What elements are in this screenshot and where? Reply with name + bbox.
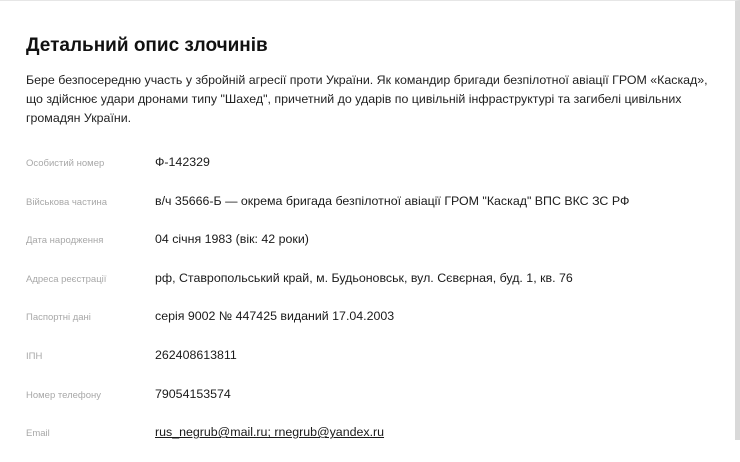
detail-value: в/ч 35666-Б — окрема бригада безпілотної авіації ГРОМ "Каскад" ВПС ВКС ЗС РФ bbox=[155, 193, 630, 208]
detail-value bbox=[155, 425, 384, 439]
detail-label: Email bbox=[26, 428, 50, 440]
section-title: Детальний опис злочинів bbox=[26, 35, 268, 56]
detail-row-birth-date bbox=[26, 230, 726, 269]
detail-value: Ф-142329 bbox=[155, 155, 210, 169]
detail-label: Військова частина bbox=[26, 196, 108, 208]
email-link[interactable]: rus_negrub@mail.ru; rnegrub@yandex.ru bbox=[155, 425, 385, 440]
details-list bbox=[26, 153, 726, 462]
detail-row-passport bbox=[26, 307, 726, 346]
crime-description: Бере безпосередню участь у збройній агресії проти України. Як командир бригади безпілотної авіації ГРОМ «Каскад», що здійснює удари дронами типу "Шахед", причетний до ударів по цивільній інфраструктурі та загибелі цивільних громадян України. bbox=[26, 73, 708, 125]
detail-label: Адреса реєстрації bbox=[26, 273, 107, 285]
detail-label: Номер телефону bbox=[26, 389, 102, 401]
detail-label: Дата народження bbox=[26, 235, 104, 247]
detail-row-military-unit bbox=[26, 192, 726, 231]
detail-label: Особистий номер bbox=[26, 158, 105, 169]
detail-value: 04 січня 1983 (вік: 42 роки) bbox=[155, 232, 309, 247]
detail-row-tax-id bbox=[26, 346, 726, 385]
detail-value: рф, Ставропольський край, м. Будьоновськ, вул. Сєвєрная, буд. 1, кв. 76 bbox=[155, 270, 573, 285]
detail-value: 262408613811 bbox=[155, 347, 237, 362]
detail-value: серія 9002 № 447425 виданий 17.04.2003 bbox=[155, 309, 395, 324]
detail-row-phone bbox=[26, 385, 726, 424]
detail-row-registration-address bbox=[26, 269, 726, 308]
detail-row-email bbox=[26, 423, 726, 462]
detail-label: ІПН bbox=[26, 350, 43, 362]
detail-row-personal-number bbox=[26, 153, 726, 192]
detail-value: 79054153574 bbox=[155, 386, 231, 401]
crime-details-section bbox=[26, 31, 726, 128]
detail-label: Паспортні дані bbox=[26, 312, 91, 324]
